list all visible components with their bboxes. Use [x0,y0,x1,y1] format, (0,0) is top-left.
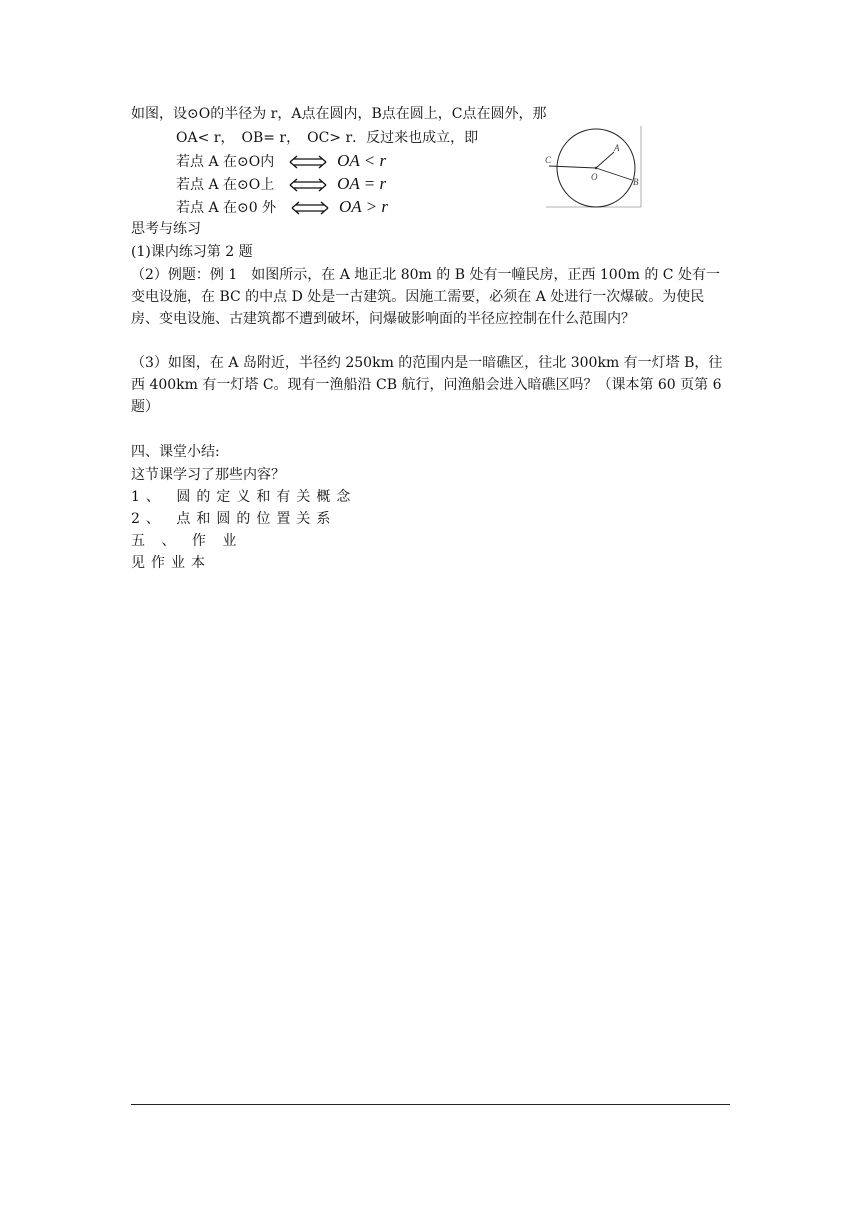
label-b: B [633,177,639,187]
label-c: C [545,155,552,165]
center-point [595,167,597,169]
relation-on [176,174,386,195]
summary-question: 这节课学习了那些内容？ [131,467,285,483]
relation-inside-math: OA < r [337,151,387,170]
practice-item-1: (1)课内练习第 2 题 [131,244,253,260]
practice-item-2: （2）例题：例 1 如图所示，在 A 地正北 80m 的 B 处有一幢民房，正西 100m 的 C 处有一变电设施，在 BC 的中点 D 处是一古建筑。因施工需要，必须在 A 处进行一次爆破。为使民房、变电设施、古建筑都不遭到破坏，问爆破影响面的半径应控制在什么范围内？ [131,267,720,327]
segment-oc [549,166,596,168]
summary-heading: 四、课堂小结: [131,444,220,460]
summary-point-1: 1、 圆的定义和有关概念 [131,489,357,505]
label-a: A [614,143,620,153]
practice-item-3: （3）如图，在 A 岛附近，半径约 250km 的范围内是一暗礁区，往北 300km 有一灯塔 B，往西 400km 有一灯塔 C。现有一渔船沿 CB 航行，问渔船会进入暗礁区吗？（课本第 60 页第 6 题） [131,355,723,415]
relation-inside-text: 若点 A 在⊙O内 [176,154,275,170]
relation-inside [176,151,386,172]
segment-ob [596,168,632,180]
double-arrow-icon [289,155,327,169]
summary-point-2: 2、 点和圆的位置关系 [131,511,337,527]
relation-on-math: OA = r [337,174,387,193]
intro-line-2: OA< r， OB= r， OC> r．反过来也成立，即 [176,130,479,146]
footer-rule [131,1104,730,1105]
homework-text: 见作业本 [131,555,211,571]
circle-diagram [544,124,644,209]
relation-outside-math: OA > r [339,197,388,216]
label-o: O [591,172,598,182]
intro-line-1: 如图，设⊙O的半径为 r，A点在圆内，B点在圆上，C点在圆外，那 [131,106,547,122]
double-arrow-icon [291,201,329,215]
practice-heading: 思考与练习 [131,221,201,237]
relation-on-text: 若点 A 在⊙O上 [176,177,275,193]
relation-outside-text: 若点 A 在⊙0 外 [176,200,277,216]
relation-outside [176,197,388,218]
segment-oa [596,152,614,168]
homework-heading: 五 、 作 业 [131,533,243,549]
double-arrow-icon [289,178,327,192]
